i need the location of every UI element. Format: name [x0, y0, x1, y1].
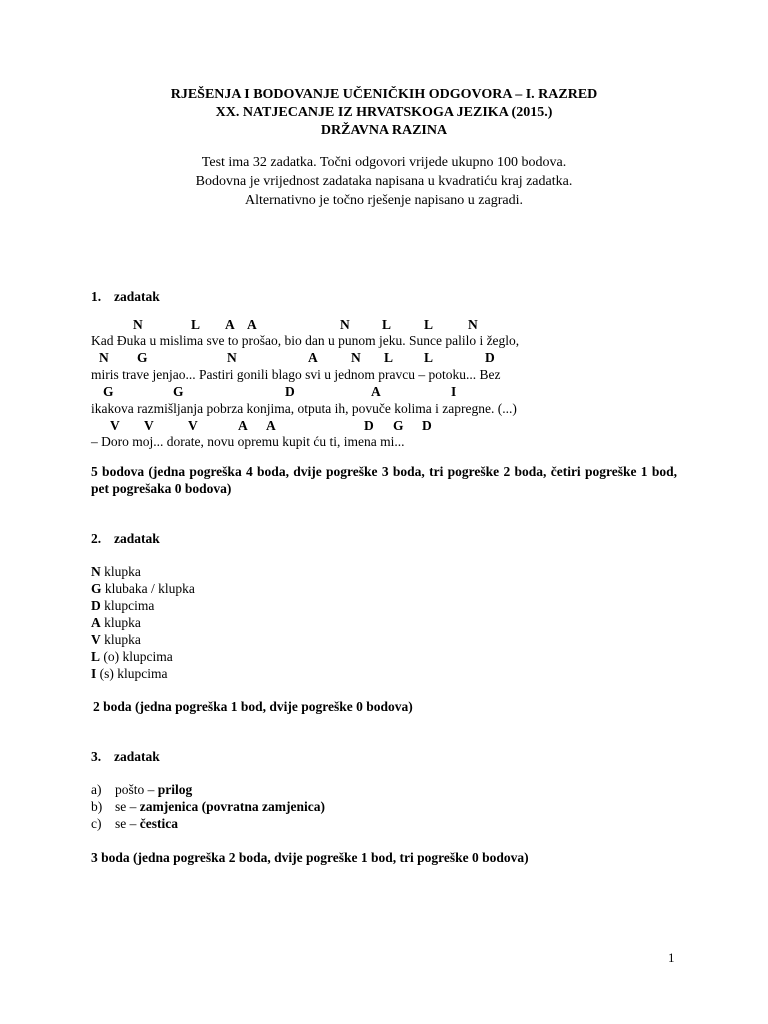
task1-letters-row-3	[0, 383, 768, 400]
case-form: klupka	[104, 615, 141, 630]
case-letter: N	[99, 350, 109, 365]
task1-letters-row-1	[0, 316, 768, 333]
option-answer: zamjenica (povratna zamjenica)	[139, 799, 325, 814]
task2-case-row	[91, 614, 141, 631]
case-letter: D	[422, 418, 432, 433]
task1-text-line-2: miris trave jenjao... Pastiri gonili blago svi u jednom pravcu – potoku... Bez	[91, 367, 501, 382]
task3-option	[91, 781, 192, 798]
case-form: klupka	[104, 564, 141, 579]
task3-title: zadatak	[114, 749, 160, 764]
case-letter: A	[225, 317, 235, 332]
case-letter: L	[384, 350, 394, 365]
case-letter: G	[137, 350, 148, 365]
task3-option	[91, 815, 178, 832]
task1-number: 1.	[91, 289, 102, 304]
doc-title-line3: DRŽAVNA RAZINA	[320, 123, 448, 138]
option-word: se –	[115, 799, 137, 814]
case-letter: G	[103, 384, 114, 399]
case-form: (s) klupcima	[99, 666, 168, 681]
case-letter: D	[364, 418, 374, 433]
case-letter: I	[451, 384, 457, 399]
case-letter: A	[247, 317, 257, 332]
task2-case-row	[91, 563, 141, 580]
case-letter: N	[351, 350, 361, 365]
option-label: a)	[91, 782, 102, 797]
task2-title: zadatak	[114, 531, 160, 546]
task2-case-row	[91, 597, 154, 614]
case-letter: V	[144, 418, 154, 433]
intro-line2: Bodovna je vrijednost zadataka napisana u kvadratiću kraj zadatka.	[195, 174, 573, 189]
case-form: klupka	[104, 632, 141, 647]
case-letter: V	[110, 418, 120, 433]
case-label: N	[91, 564, 101, 579]
task2-score: 2 boda (jedna pogreška 1 bod, dvije pogreške 0 bodova)	[93, 699, 413, 714]
task2-case-row	[91, 580, 195, 597]
task1-letters-row-4	[0, 417, 768, 434]
task1-title: zadatak	[114, 289, 160, 304]
case-letter: N	[468, 317, 478, 332]
task1-score: 5 bodova (jedna pogreška 4 boda, dvije pogreške 3 boda, tri pogreške 2 boda, četiri pogreške 1 bod, pet pogrešaka 0 bodova)	[91, 464, 677, 496]
task3-heading	[91, 748, 160, 765]
case-letter: L	[382, 317, 392, 332]
case-form: klubaka / klupka	[104, 581, 195, 596]
case-letter: D	[485, 350, 495, 365]
task3-score: 3 boda (jedna pogreška 2 boda, dvije pogreške 1 bod, tri pogreške 0 bodova)	[91, 850, 529, 865]
option-answer: čestica	[139, 816, 178, 831]
task1-text-line-3: ikakova razmišljanja pobrza konjima, otputa ih, povuče kolima i zapregne. (...)	[91, 401, 517, 416]
case-letter: L	[424, 317, 434, 332]
case-letter: A	[308, 350, 318, 365]
task3-option	[91, 798, 325, 815]
page-number: 1	[668, 950, 675, 965]
task2-case-row	[91, 665, 168, 682]
case-label: L	[91, 649, 101, 664]
case-letter: N	[227, 350, 237, 365]
intro-line3: Alternativno je točno rješenje napisano u zagradi.	[245, 193, 523, 208]
option-word: se –	[115, 816, 137, 831]
task2-case-row	[91, 631, 141, 648]
doc-title-line1: RJEŠENJA I BODOVANJE UČENIČKIH ODGOVORA – I. RAZRED	[170, 87, 598, 102]
task2-heading	[91, 530, 160, 547]
task1-text-line-4: – Doro moj... dorate, novu opremu kupit ću ti, imena mi...	[91, 434, 405, 449]
case-label: A	[91, 615, 101, 630]
case-letter: N	[133, 317, 143, 332]
task1-letters-row-2	[0, 349, 768, 366]
intro-line1: Test ima 32 zadatka. Točni odgovori vrijede ukupno 100 bodova.	[201, 155, 567, 170]
case-letter: G	[393, 418, 404, 433]
case-letter: G	[173, 384, 184, 399]
case-label: D	[91, 598, 101, 613]
option-label: b)	[91, 799, 103, 814]
case-label: I	[91, 666, 97, 681]
option-label: c)	[91, 816, 102, 831]
task1-heading	[91, 288, 160, 305]
task1-text-line-1: Kad Đuka u mislima sve to prošao, bio dan u punom jeku. Sunce palilo i žeglo,	[91, 333, 520, 348]
task2-number: 2.	[91, 531, 102, 546]
case-form: (o) klupcima	[103, 649, 173, 664]
option-answer: prilog	[157, 782, 193, 797]
task3-number: 3.	[91, 749, 102, 764]
case-form: klupcima	[104, 598, 155, 613]
case-label: V	[91, 632, 101, 647]
case-letter: A	[371, 384, 381, 399]
case-letter: V	[188, 418, 198, 433]
doc-title-line2: XX. NATJECANJE IZ HRVATSKOGA JEZIKA (2015.)	[215, 105, 553, 120]
case-label: G	[91, 581, 102, 596]
case-letter: D	[285, 384, 295, 399]
case-letter: A	[238, 418, 248, 433]
case-letter: L	[191, 317, 201, 332]
case-letter: N	[340, 317, 350, 332]
option-word: pošto –	[115, 782, 155, 797]
case-letter: L	[424, 350, 434, 365]
case-letter: A	[266, 418, 276, 433]
task2-case-row	[91, 648, 173, 665]
